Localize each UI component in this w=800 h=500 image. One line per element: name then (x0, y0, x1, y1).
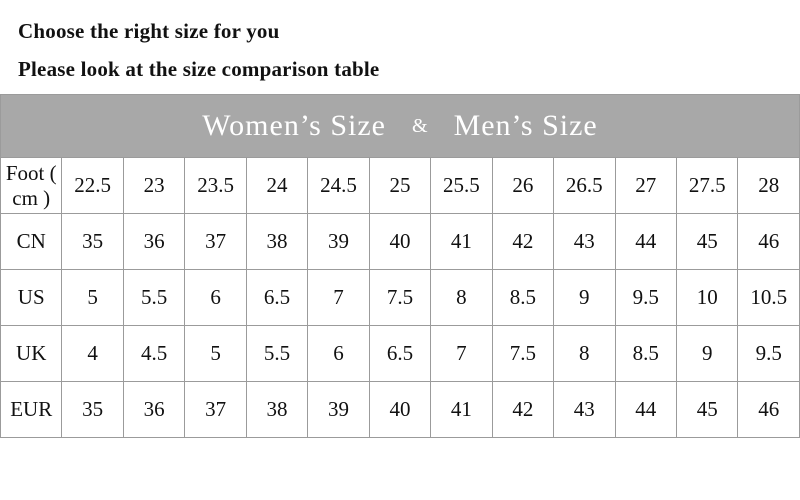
cell-foot-cm-10: 27 (615, 158, 676, 214)
cell-foot-cm-9: 26.5 (554, 158, 615, 214)
cell-cn-10: 44 (615, 214, 676, 270)
cell-eur-3: 37 (185, 382, 246, 438)
table-row-cn (1, 214, 800, 270)
page-title: Choose the right size for you (18, 19, 280, 43)
cell-uk-2: 4.5 (123, 326, 184, 382)
cell-cn-11: 45 (676, 214, 737, 270)
cell-us-5: 7 (308, 270, 369, 326)
row-label-cn: CN (1, 214, 62, 270)
cell-uk-7: 7 (431, 326, 492, 382)
cell-us-7: 8 (431, 270, 492, 326)
cell-foot-cm-2: 23 (123, 158, 184, 214)
cell-cn-7: 41 (431, 214, 492, 270)
cell-us-10: 9.5 (615, 270, 676, 326)
cell-foot-cm-7: 25.5 (431, 158, 492, 214)
cell-foot-cm-8: 26 (492, 158, 553, 214)
cell-us-12: 10.5 (738, 270, 800, 326)
cell-uk-6: 6.5 (369, 326, 430, 382)
table-row-foot-cm (1, 158, 800, 214)
cell-cn-5: 39 (308, 214, 369, 270)
row-label-uk: UK (1, 326, 62, 382)
cell-eur-2: 36 (123, 382, 184, 438)
cell-foot-cm-6: 25 (369, 158, 430, 214)
cell-us-11: 10 (676, 270, 737, 326)
mens-size-label: Men’s Size (453, 109, 598, 142)
cell-uk-3: 5 (185, 326, 246, 382)
cell-eur-5: 39 (308, 382, 369, 438)
cell-cn-1: 35 (62, 214, 123, 270)
table-row-eur (1, 382, 800, 438)
table-row-uk (1, 326, 800, 382)
cell-cn-2: 36 (123, 214, 184, 270)
cell-eur-1: 35 (62, 382, 123, 438)
cell-us-1: 5 (62, 270, 123, 326)
womens-size-label: Women’s Size (202, 109, 386, 142)
cell-uk-11: 9 (676, 326, 737, 382)
cell-eur-7: 41 (431, 382, 492, 438)
cell-uk-1: 4 (62, 326, 123, 382)
cell-foot-cm-12: 28 (738, 158, 800, 214)
row-label-foot-cm: Foot ( cm ) (1, 158, 62, 214)
cell-eur-10: 44 (615, 382, 676, 438)
cell-us-2: 5.5 (123, 270, 184, 326)
cell-foot-cm-5: 24.5 (308, 158, 369, 214)
row-label-us: US (1, 270, 62, 326)
cell-uk-4: 5.5 (246, 326, 307, 382)
cell-cn-4: 38 (246, 214, 307, 270)
table-row-us (1, 270, 800, 326)
cell-eur-6: 40 (369, 382, 430, 438)
size-comparison-table (0, 94, 800, 438)
cell-foot-cm-1: 22.5 (62, 158, 123, 214)
headings-block (0, 0, 800, 84)
cell-uk-5: 6 (308, 326, 369, 382)
cell-cn-12: 46 (738, 214, 800, 270)
cell-us-3: 6 (185, 270, 246, 326)
row-label-eur: EUR (1, 382, 62, 438)
cell-us-6: 7.5 (369, 270, 430, 326)
cell-uk-12: 9.5 (738, 326, 800, 382)
page-subtitle: Please look at the size comparison table (18, 57, 380, 81)
cell-eur-8: 42 (492, 382, 553, 438)
cell-eur-9: 43 (554, 382, 615, 438)
ampersand-label: & (412, 114, 428, 137)
cell-us-8: 8.5 (492, 270, 553, 326)
cell-us-4: 6.5 (246, 270, 307, 326)
size-comparison-table-wrap (0, 94, 800, 438)
cell-uk-10: 8.5 (615, 326, 676, 382)
cell-foot-cm-4: 24 (246, 158, 307, 214)
cell-cn-9: 43 (554, 214, 615, 270)
cell-cn-6: 40 (369, 214, 430, 270)
cell-eur-12: 46 (738, 382, 800, 438)
table-banner-row (1, 95, 800, 158)
cell-uk-9: 8 (554, 326, 615, 382)
cell-cn-8: 42 (492, 214, 553, 270)
cell-us-9: 9 (554, 270, 615, 326)
cell-foot-cm-3: 23.5 (185, 158, 246, 214)
cell-eur-11: 45 (676, 382, 737, 438)
cell-foot-cm-11: 27.5 (676, 158, 737, 214)
banner-cell (1, 95, 800, 158)
cell-eur-4: 38 (246, 382, 307, 438)
cell-uk-8: 7.5 (492, 326, 553, 382)
cell-cn-3: 37 (185, 214, 246, 270)
